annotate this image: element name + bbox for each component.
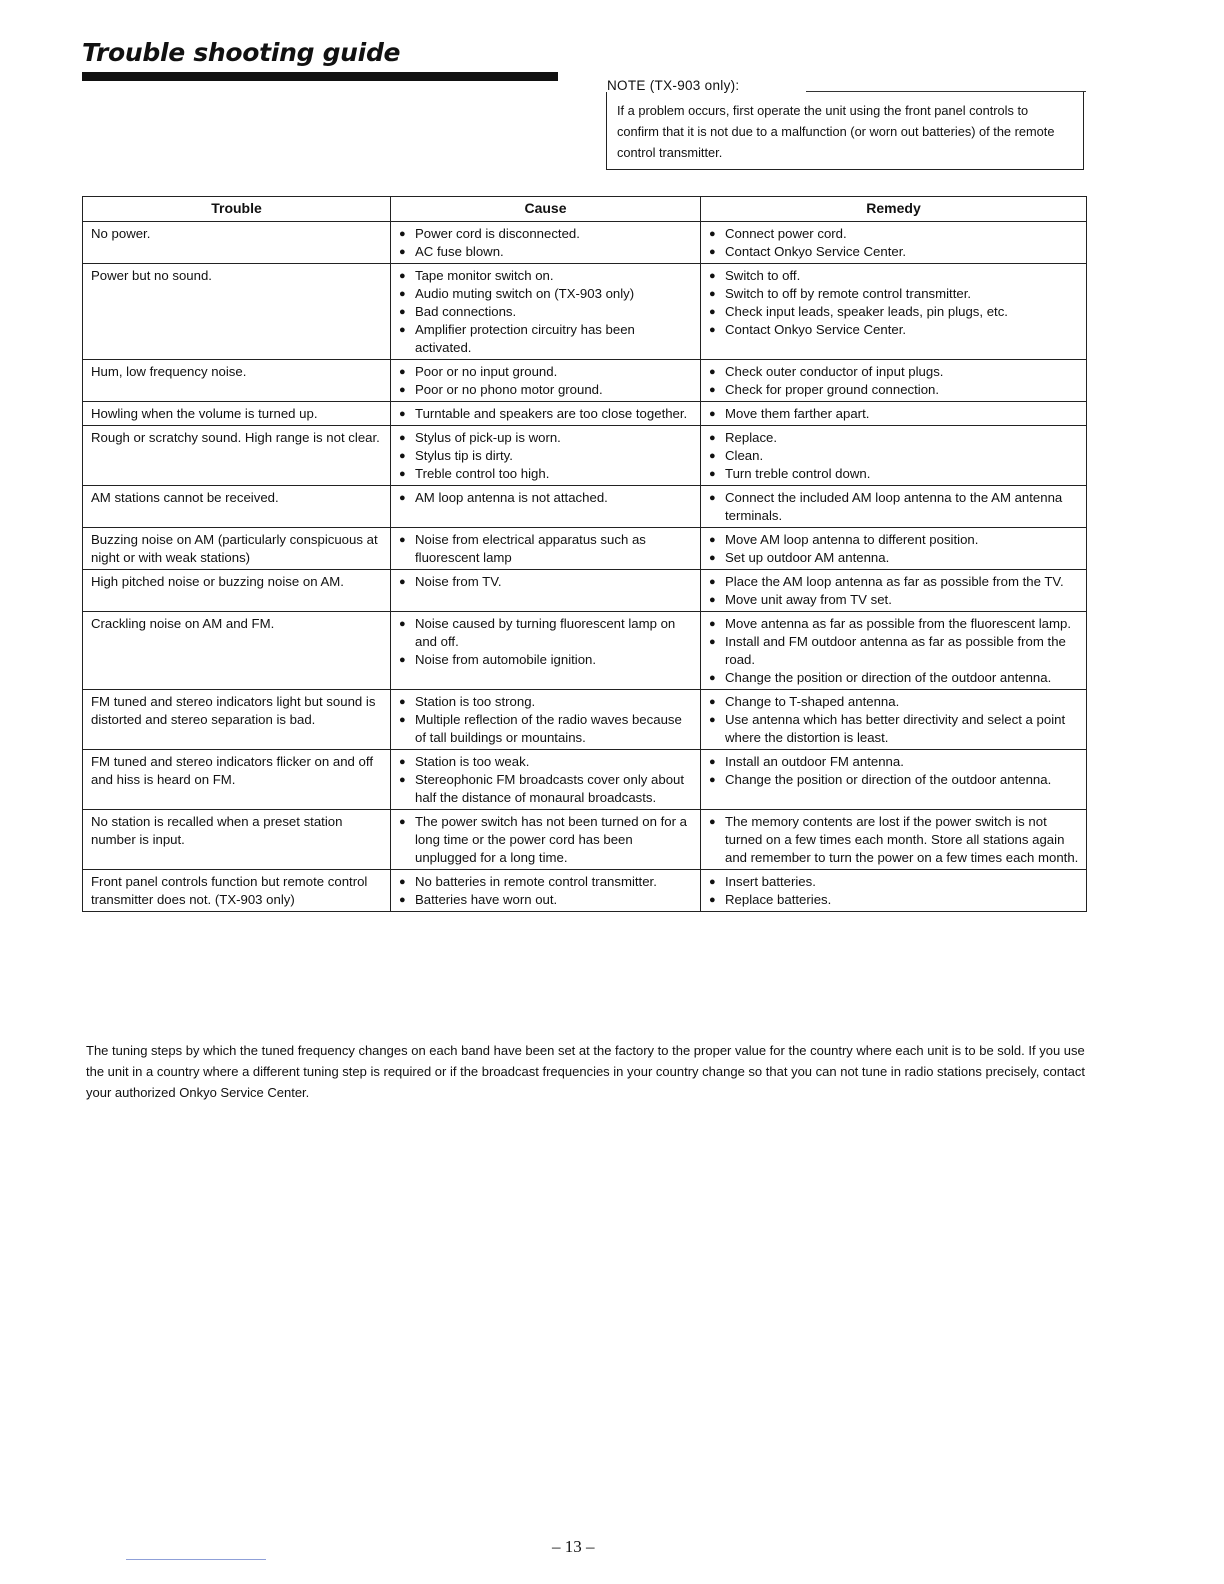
cause-list xyxy=(399,573,693,591)
cause-cell xyxy=(391,612,701,690)
remedy-item: ● Switch to off by remote control transmitter. xyxy=(709,285,1079,303)
remedy-item: ● Contact Onkyo Service Center. xyxy=(709,321,1079,339)
table-header-row xyxy=(83,197,1087,222)
trouble-cell: No power. xyxy=(83,222,391,264)
cause-item: ● Tape monitor switch on. xyxy=(399,267,693,285)
trouble-cell: No station is recalled when a preset station number is input. xyxy=(83,810,391,870)
cause-list xyxy=(399,813,693,867)
cause-list xyxy=(399,873,693,909)
remedy-item: ● Change to T-shaped antenna. xyxy=(709,693,1079,711)
cause-cell xyxy=(391,402,701,426)
header-cause: Cause xyxy=(391,197,701,222)
table-row xyxy=(83,690,1087,750)
remedy-item: ● Contact Onkyo Service Center. xyxy=(709,243,1079,261)
table-row xyxy=(83,810,1087,870)
cause-list xyxy=(399,753,693,807)
footer-note: The tuning steps by which the tuned frequency changes on each band have been set at the factory to the proper value for the country where each unit is to be sold. If you use the unit in a country where a different tuning step is required or if the broadcast frequencies in your country change so that you can not tune in radio stations precisely, contact your authorized Onkyo Service Center. xyxy=(86,1043,1085,1100)
remedy-cell xyxy=(701,690,1087,750)
remedy-cell xyxy=(701,750,1087,810)
table-row xyxy=(83,870,1087,912)
cause-list xyxy=(399,429,693,483)
table-body xyxy=(83,222,1087,912)
table-row xyxy=(83,264,1087,360)
table-row xyxy=(83,360,1087,402)
header-trouble: Trouble xyxy=(83,197,391,222)
remedy-cell xyxy=(701,528,1087,570)
remedy-item: ● Turn treble control down. xyxy=(709,465,1079,483)
remedy-list xyxy=(709,531,1079,567)
cause-item: ● Stereophonic FM broadcasts cover only about half the distance of monaural broadcasts. xyxy=(399,771,693,807)
cause-list xyxy=(399,267,693,357)
remedy-item: ● Check for proper ground connection. xyxy=(709,381,1079,399)
remedy-item: ● Place the AM loop antenna as far as possible from the TV. xyxy=(709,573,1079,591)
cause-item: ● Noise from electrical apparatus such as fluorescent lamp xyxy=(399,531,693,567)
remedy-list xyxy=(709,429,1079,483)
remedy-list xyxy=(709,693,1079,747)
cause-list xyxy=(399,225,693,261)
cause-cell xyxy=(391,750,701,810)
trouble-cell: Howling when the volume is turned up. xyxy=(83,402,391,426)
remedy-list xyxy=(709,225,1079,261)
table-row xyxy=(83,402,1087,426)
table-row xyxy=(83,222,1087,264)
trouble-cell: AM stations cannot be received. xyxy=(83,486,391,528)
cause-item: ● Stylus tip is dirty. xyxy=(399,447,693,465)
remedy-cell xyxy=(701,486,1087,528)
remedy-cell xyxy=(701,810,1087,870)
remedy-item: ● Replace batteries. xyxy=(709,891,1079,909)
cause-item: ● No batteries in remote control transmitter. xyxy=(399,873,693,891)
cause-item: ● AC fuse blown. xyxy=(399,243,693,261)
remedy-item: ● Check outer conductor of input plugs. xyxy=(709,363,1079,381)
table-row xyxy=(83,612,1087,690)
cause-item: ● The power switch has not been turned on for a long time or the power cord has been unplugged for a long time. xyxy=(399,813,693,867)
cause-item: ● Amplifier protection circuitry has been activated. xyxy=(399,321,693,357)
remedy-item: ● The memory contents are lost if the power switch is not turned on a few times each month. Store all stations again and remember to turn the power on a few times each month. xyxy=(709,813,1079,867)
remedy-item: ● Connect the included AM loop antenna to the AM antenna terminals. xyxy=(709,489,1079,525)
cause-item: ● Noise from TV. xyxy=(399,573,693,591)
remedy-list xyxy=(709,873,1079,909)
cause-list xyxy=(399,363,693,399)
cause-cell xyxy=(391,570,701,612)
cause-list xyxy=(399,531,693,567)
remedy-item: ● Install and FM outdoor antenna as far as possible from the road. xyxy=(709,633,1079,669)
remedy-cell xyxy=(701,264,1087,360)
remedy-item: ● Move them farther apart. xyxy=(709,405,1079,423)
remedy-list xyxy=(709,489,1079,525)
note-text: If a problem occurs, first operate the unit using the front panel controls to confirm that it is not due to a malfunction (or worn out batteries) of the remote control transmitter. xyxy=(617,103,1055,160)
trouble-cell: High pitched noise or buzzing noise on AM. xyxy=(83,570,391,612)
remedy-item: ● Set up outdoor AM antenna. xyxy=(709,549,1079,567)
remedy-list xyxy=(709,405,1079,423)
remedy-list xyxy=(709,813,1079,867)
cause-cell xyxy=(391,690,701,750)
remedy-item: ● Move antenna as far as possible from the fluorescent lamp. xyxy=(709,615,1079,633)
remedy-cell xyxy=(701,612,1087,690)
remedy-list xyxy=(709,267,1079,339)
remedy-cell xyxy=(701,870,1087,912)
remedy-cell xyxy=(701,402,1087,426)
remedy-item: ● Replace. xyxy=(709,429,1079,447)
cause-item: ● Treble control too high. xyxy=(399,465,693,483)
cause-item: ● Noise caused by turning fluorescent lamp on and off. xyxy=(399,615,693,651)
cause-item: ● Power cord is disconnected. xyxy=(399,225,693,243)
remedy-cell xyxy=(701,222,1087,264)
scan-edge-line xyxy=(126,1559,266,1560)
cause-list xyxy=(399,693,693,747)
remedy-item: ● Check input leads, speaker leads, pin plugs, etc. xyxy=(709,303,1079,321)
cause-list xyxy=(399,489,693,507)
remedy-list xyxy=(709,363,1079,399)
cause-item: ● Poor or no input ground. xyxy=(399,363,693,381)
remedy-item: ● Insert batteries. xyxy=(709,873,1079,891)
cause-cell xyxy=(391,870,701,912)
remedy-item: ● Use antenna which has better directivity and select a point where the distortion is least. xyxy=(709,711,1079,747)
cause-list xyxy=(399,405,693,423)
cause-item: ● Noise from automobile ignition. xyxy=(399,651,693,669)
cause-item: ● AM loop antenna is not attached. xyxy=(399,489,693,507)
cause-item: ● Batteries have worn out. xyxy=(399,891,693,909)
cause-list xyxy=(399,615,693,669)
trouble-cell: Front panel controls function but remote control transmitter does not. (TX-903 only) xyxy=(83,870,391,912)
header-remedy: Remedy xyxy=(701,197,1087,222)
trouble-cell: Power but no sound. xyxy=(83,264,391,360)
trouble-cell: Rough or scratchy sound. High range is not clear. xyxy=(83,426,391,486)
cause-item: ● Multiple reflection of the radio waves because of tall buildings or mountains. xyxy=(399,711,693,747)
table-row xyxy=(83,570,1087,612)
cause-item: ● Station is too weak. xyxy=(399,753,693,771)
remedy-list xyxy=(709,615,1079,687)
note-box xyxy=(606,92,1084,170)
cause-item: ● Bad connections. xyxy=(399,303,693,321)
remedy-item: ● Move unit away from TV set. xyxy=(709,591,1079,609)
remedy-cell xyxy=(701,360,1087,402)
trouble-cell: FM tuned and stereo indicators light but sound is distorted and stereo separation is bad. xyxy=(83,690,391,750)
cause-item: ● Poor or no phono motor ground. xyxy=(399,381,693,399)
remedy-item: ● Connect power cord. xyxy=(709,225,1079,243)
remedy-item: ● Install an outdoor FM antenna. xyxy=(709,753,1079,771)
cause-item: ● Audio muting switch on (TX-903 only) xyxy=(399,285,693,303)
trouble-cell: Crackling noise on AM and FM. xyxy=(83,612,391,690)
cause-cell xyxy=(391,528,701,570)
remedy-item: ● Move AM loop antenna to different position. xyxy=(709,531,1079,549)
trouble-cell: FM tuned and stereo indicators flicker on and off and hiss is heard on FM. xyxy=(83,750,391,810)
trouble-cell: Hum, low frequency noise. xyxy=(83,360,391,402)
remedy-list xyxy=(709,573,1079,609)
remedy-item: ● Switch to off. xyxy=(709,267,1079,285)
table-row xyxy=(83,486,1087,528)
cause-cell xyxy=(391,810,701,870)
cause-item: ● Station is too strong. xyxy=(399,693,693,711)
troubleshooting-table xyxy=(82,196,1087,912)
page-title: Trouble shooting guide xyxy=(82,38,401,67)
table-row xyxy=(83,750,1087,810)
cause-cell xyxy=(391,360,701,402)
table-row xyxy=(83,528,1087,570)
cause-cell xyxy=(391,486,701,528)
cause-cell xyxy=(391,222,701,264)
cause-cell xyxy=(391,264,701,360)
table-row xyxy=(83,426,1087,486)
remedy-cell xyxy=(701,570,1087,612)
remedy-item: ● Change the position or direction of the outdoor antenna. xyxy=(709,669,1079,687)
note-heading: NOTE (TX-903 only): xyxy=(607,78,740,93)
remedy-cell xyxy=(701,426,1087,486)
page-number: – 13 – xyxy=(552,1537,595,1556)
title-underline xyxy=(82,72,558,81)
remedy-item: ● Change the position or direction of the outdoor antenna. xyxy=(709,771,1079,789)
remedy-item: ● Clean. xyxy=(709,447,1079,465)
cause-item: ● Stylus of pick-up is worn. xyxy=(399,429,693,447)
cause-item: ● Turntable and speakers are too close together. xyxy=(399,405,693,423)
trouble-cell: Buzzing noise on AM (particularly conspicuous at night or with weak stations) xyxy=(83,528,391,570)
remedy-list xyxy=(709,753,1079,789)
cause-cell xyxy=(391,426,701,486)
